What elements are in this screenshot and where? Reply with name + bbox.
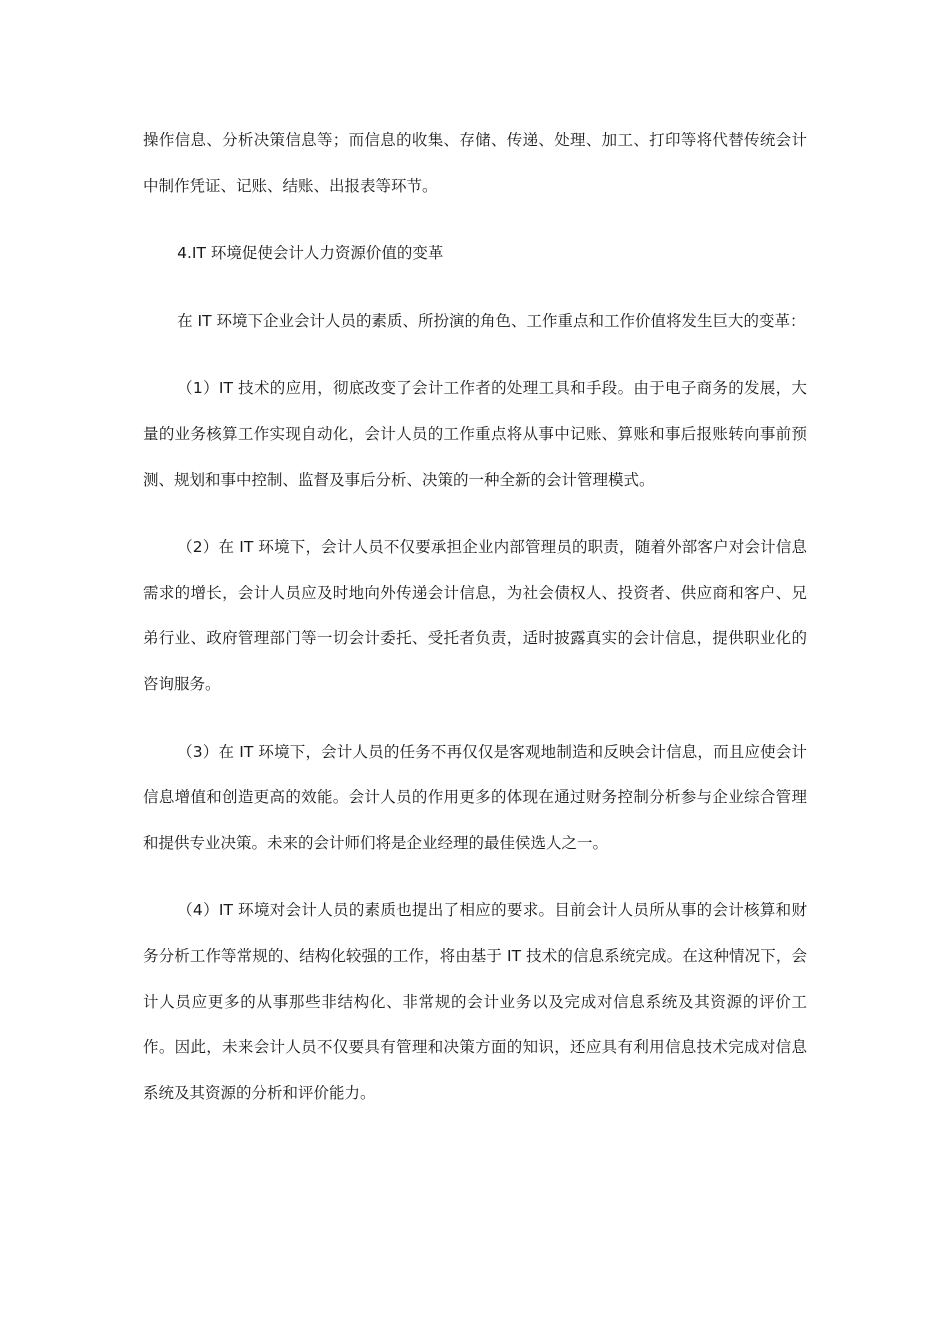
paragraph-item-3: （3）在 IT 环境下，会计人员的任务不再仅仅是客观地制造和反映会计信息，而且应使会计信息增值和创造更高的效能。会计人员的作用更多的体现在通过财务控制分析参与企业综合管理和提供专业决策。未来的会计师们将是企业经理的最佳侯选人之一。 — [143, 742, 807, 852]
paragraph-continuation: 操作信息、分析决策信息等；而信息的收集、存储、传递、处理、加工、打印等将代替传统会计中制作凭证、记账、结账、出报表等环节。 — [143, 131, 807, 195]
paragraph-item-1: （1）IT 技术的应用，彻底改变了会计工作者的处理工具和手段。由于电子商务的发展，大量的业务核算工作实现自动化，会计人员的工作重点将从事中记账、算账和事后报账转向事前预测、规划和事中控制、监督及事后分析、决策的一种全新的会计管理模式。 — [143, 379, 807, 489]
paragraph-item-2: （2）在 IT 环境下，会计人员不仅要承担企业内部管理员的职责，随着外部客户对会计信息需求的增长，会计人员应及时地向外传递会计信息，为社会债权人、投资者、供应商和客户、兄弟行业、政府管理部门等一切会计委托、受托者负责，适时披露真实的会计信息，提供职业化的咨询服务。 — [143, 538, 807, 693]
paragraph-intro: 在 IT 环境下企业会计人员的素质、所扮演的角色、工作重点和工作价值将发生巨大的变革： — [177, 311, 806, 330]
document-body — [143, 118, 807, 1116]
section-heading: 4.IT 环境促使会计人力资源价值的变革 — [177, 244, 444, 263]
paragraph-item-4: （4）IT 环境对会计人员的素质也提出了相应的要求。目前会计人员所从事的会计核算和财务分析工作等常规的、结构化较强的工作，将由基于 IT 技术的信息系统完成。在这种情况下，会计人员应更多的从事那些非结构化、非常规的会计业务以及完成对信息系统及其资源的评价工作。因此，未来会计人员不仅要具有管理和决策方面的知识，还应具有利用信息技术完成对信息系统及其资源的分析和评价能力。 — [143, 901, 807, 1102]
